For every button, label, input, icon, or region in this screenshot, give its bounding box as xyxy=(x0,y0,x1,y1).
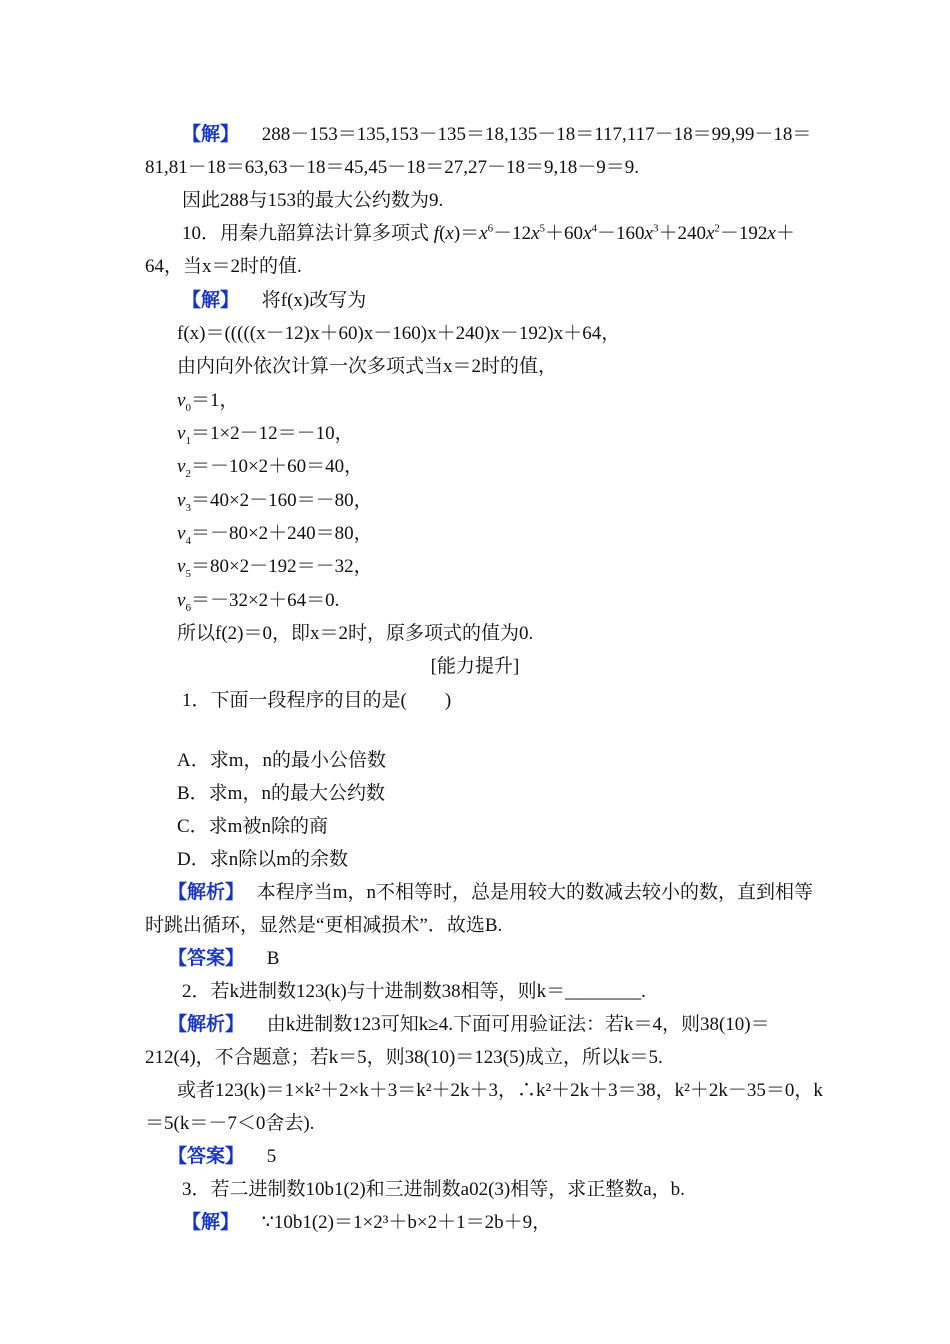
q1-option-d: D．求n除以m的余数 xyxy=(177,849,349,870)
v0-value: ＝1， xyxy=(190,390,239,411)
q2-explain-text: 由k进制数123可知k≥4.下面可用验证法：若k＝4，则38(10)＝ xyxy=(266,1014,770,1035)
solution-tag: 【解】 xyxy=(182,290,240,311)
v5-step: $v_5=80\times 2-192=-32$， xyxy=(177,556,373,580)
answer-tag: 【答案】 xyxy=(168,1146,245,1167)
q2-explain-line2: 212(4)，不合题意；若k＝5，则38(10)＝123(5)成立，所以k＝5. xyxy=(145,1047,663,1068)
q10-stem-line2: 64，当x＝2时的值. xyxy=(145,256,302,277)
v4-value: ＝－80×2＋240＝80， xyxy=(190,523,373,544)
q2-alt-line2: ＝5(k＝－7＜0舍去). xyxy=(145,1113,315,1134)
v2-step: $v_2=-10\times 2+60=40$， xyxy=(177,456,364,480)
q1-stem: 1．下面一段程序的目的是( ) xyxy=(182,690,452,711)
evaluation-order: 由内向外依次计算一次多项式当x＝2时的值， xyxy=(177,356,558,377)
q10-number: 10． xyxy=(182,223,221,244)
v3-value: ＝40×2－160＝－80， xyxy=(190,490,373,511)
q1-answer xyxy=(168,946,279,972)
q1-option-a: A．求m，n的最小公倍数 xyxy=(177,750,387,771)
v4-step: $v_4=-80\times 2+240=80$， xyxy=(177,523,373,547)
solution-tag: 【解】 xyxy=(182,124,240,145)
q1-option-b: B．求m，n的最大公约数 xyxy=(177,783,385,804)
q1-option-c: C．求m被n除的商 xyxy=(177,816,328,837)
q9-solution-line1 xyxy=(182,122,811,148)
q2-answer xyxy=(168,1144,276,1170)
q10-final-answer: 所以f(2)＝0，即x＝2时，原多项式的值为0. xyxy=(177,623,534,644)
v1-step: $v_1=1\times 2-12=-10$， xyxy=(177,423,354,447)
v2-value: ＝－10×2＋60＝40， xyxy=(190,456,364,477)
v1-value: ＝1×2－12＝－10， xyxy=(190,423,354,444)
answer-tag: 【答案】 xyxy=(168,948,245,969)
q10-stem-prefix: 用秦九韶算法计算多项式 xyxy=(220,223,430,244)
v6-step: $v_6=-32\times 2+64=0$. xyxy=(177,590,340,614)
v3-step: $v_3=40\times 2-160=-80$， xyxy=(177,490,373,514)
subtraction-chain-2: 81,81－18＝63,63－18＝45,45－18＝27,27－18＝9,18－9＝9. xyxy=(145,157,640,178)
q10-stem-line1 xyxy=(182,221,795,247)
q10-polynomial: $f(x)=x^6-12x^5+60x^4-160x^3+240x^2-192x+$ xyxy=(433,222,795,244)
rewrite-text: 将f(x)改写为 xyxy=(261,290,367,311)
q3-stem: 3．若二进制数10b1(2)和三进制数a02(3)相等，求正整数a，b. xyxy=(182,1179,685,1200)
section-title: [能力提升] xyxy=(430,656,520,677)
q3-solution-text: ∵10b1(2)＝1×2³＋b×2＋1＝2b＋9， xyxy=(261,1212,552,1233)
v6-value: ＝－32×2＋64＝0. xyxy=(190,590,340,611)
analysis-tag: 【解析】 xyxy=(168,882,245,903)
solution-tag: 【解】 xyxy=(182,1212,240,1233)
v0-step: $v_0=1$， xyxy=(177,390,239,414)
q1-answer-value: B xyxy=(266,948,280,969)
subtraction-chain-1: 288－153＝135,153－135＝18,135－18＝117,117－18＝99,99－18＝ xyxy=(261,124,812,145)
q10-solution-intro xyxy=(182,288,366,314)
analysis-tag: 【解析】 xyxy=(168,1014,245,1035)
q2-stem: 2．若k进制数123(k)与十进制数38相等，则k＝________. xyxy=(182,981,646,1002)
horner-form: f(x)＝(((((x－12)x＋60)x－160)x＋240)x－192)x＋64， xyxy=(177,323,621,344)
q1-explain-line2: 时跳出循环，显然是“更相减损术”．故选B. xyxy=(145,915,503,936)
q9-conclusion: 因此288与153的最大公约数为9. xyxy=(182,190,444,211)
q1-explain-line1 xyxy=(168,880,813,906)
q2-explain-line1 xyxy=(168,1012,770,1038)
q2-answer-value: 5 xyxy=(266,1146,277,1167)
q1-explain-text: 本程序当m，n不相等时，总是用较大的数减去较小的数，直到相等 xyxy=(256,882,814,903)
q2-alt-line1: 或者123(k)＝1×k²＋2×k＋3＝k²＋2k＋3，∴k²＋2k＋3＝38，k²＋2k－35＝0，k xyxy=(177,1080,823,1101)
v5-value: ＝80×2－192＝－32， xyxy=(190,556,373,577)
q3-solution-line1 xyxy=(182,1210,551,1236)
